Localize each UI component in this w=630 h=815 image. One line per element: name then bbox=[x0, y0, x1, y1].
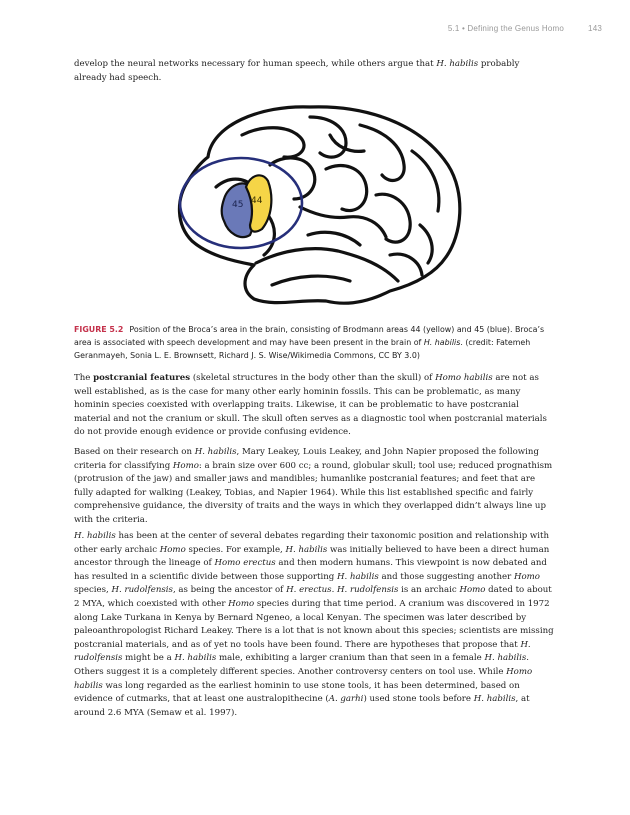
brain-figure bbox=[150, 95, 470, 315]
area-44-label: 44 bbox=[251, 196, 263, 206]
figure-label: FIGURE 5.2 bbox=[74, 325, 124, 334]
running-header bbox=[448, 24, 602, 33]
paragraph-postcranial: The postcranial features (skeletal structures in the body other than the skull) of Homo habilis are not as well established, as is the case for many other early hominin fossils. This can be problematic, as many hominin species coexisted with overlapping traits. Likewise, it can be problematic to have postcranial material and not the cranium or skull. The skull often serves as a diagnostic tool when postcranial materials do not provide enough evidence or provide confusing evidence. bbox=[74, 373, 547, 438]
paragraph-speech: develop the neural networks necessary for human speech, while others argue that H. habilis probably already had speech. bbox=[74, 59, 520, 83]
section-title: 5.1 • Defining the Genus Homo bbox=[447, 24, 565, 33]
figure-caption: FIGURE 5.2 Position of the Broca’s area in the brain, consisting of Brodmann areas 44 (yellow) and 45 (blue). Broca’s area is associated with speech development and may have been present in the brain of H. habilis. (credit: Fatemeh Geranmayeh, Sonia L. E. Brownsett, Richard J. S. Wise/Wikimedia Commons, CC BY 3.0) bbox=[74, 325, 545, 360]
area-45-label: 45 bbox=[232, 200, 244, 210]
key-term-postcranial: postcranial features bbox=[93, 373, 191, 383]
brain-illustration bbox=[150, 95, 470, 315]
paragraph-debates: H. habilis has been at the center of several debates regarding their taxonomic position and relationship with other early archaic Homo species. For example, H. habilis was initially believed to have been a direct human ancestor through the lineage of Homo erectus and then modern humans. This viewpoint is now debated and has resulted in a scientific divide between those supporting H. habilis and those suggesting another Homo species, H. rudolfensis, as being the ancestor of H. erectus. H. rudolfensis is an archaic Homo dated to about 2 MYA, which coexisted with other Homo species during that time period. A cranium was discovered in 1972 along Lake Turkana in Kenya by Bernard Ngeneo, a local Kenyan. The specimen was later described by paleoanthropologist Richard Leakey. There is a lot that is not known about this species; scientists are missing postcranial materials, and as of yet no tools have been found. There are hypotheses that propose that H. rudolfensis might be a H. habilis male, exhibiting a larger cranium than that seen in a female H. habilis. Others suggest it is a completely different species. Another controversy centers on tool use. While Homo habilis was long regarded as the earliest hominin to use stone tools, it has been determined, based on evidence of cutmarks, that at least one australopithecine (A. garhi) used stone tools before H. habilis, at around 2.6 MYA (Semaw et al. 1997). bbox=[74, 531, 554, 718]
paragraph-criteria: Based on their research on H. habilis, Mary Leakey, Louis Leakey, and John Napier proposed the following criteria for classifying Homo: a brain size over 600 cc; a round, globular skull; tool use; reduced prognathism (protrusion of the jaw) and smaller jaws and mandibles; humanlike postcranial features; and feet that are fully adapted for walking (Leakey, Tobias, and Napier 1964). While this list established specific and fairly comprehensive guidance, the diversity of traits and the ways in which they overlapped didn’t always line up with the criteria. bbox=[74, 447, 553, 525]
page-number: 143 bbox=[588, 24, 602, 33]
